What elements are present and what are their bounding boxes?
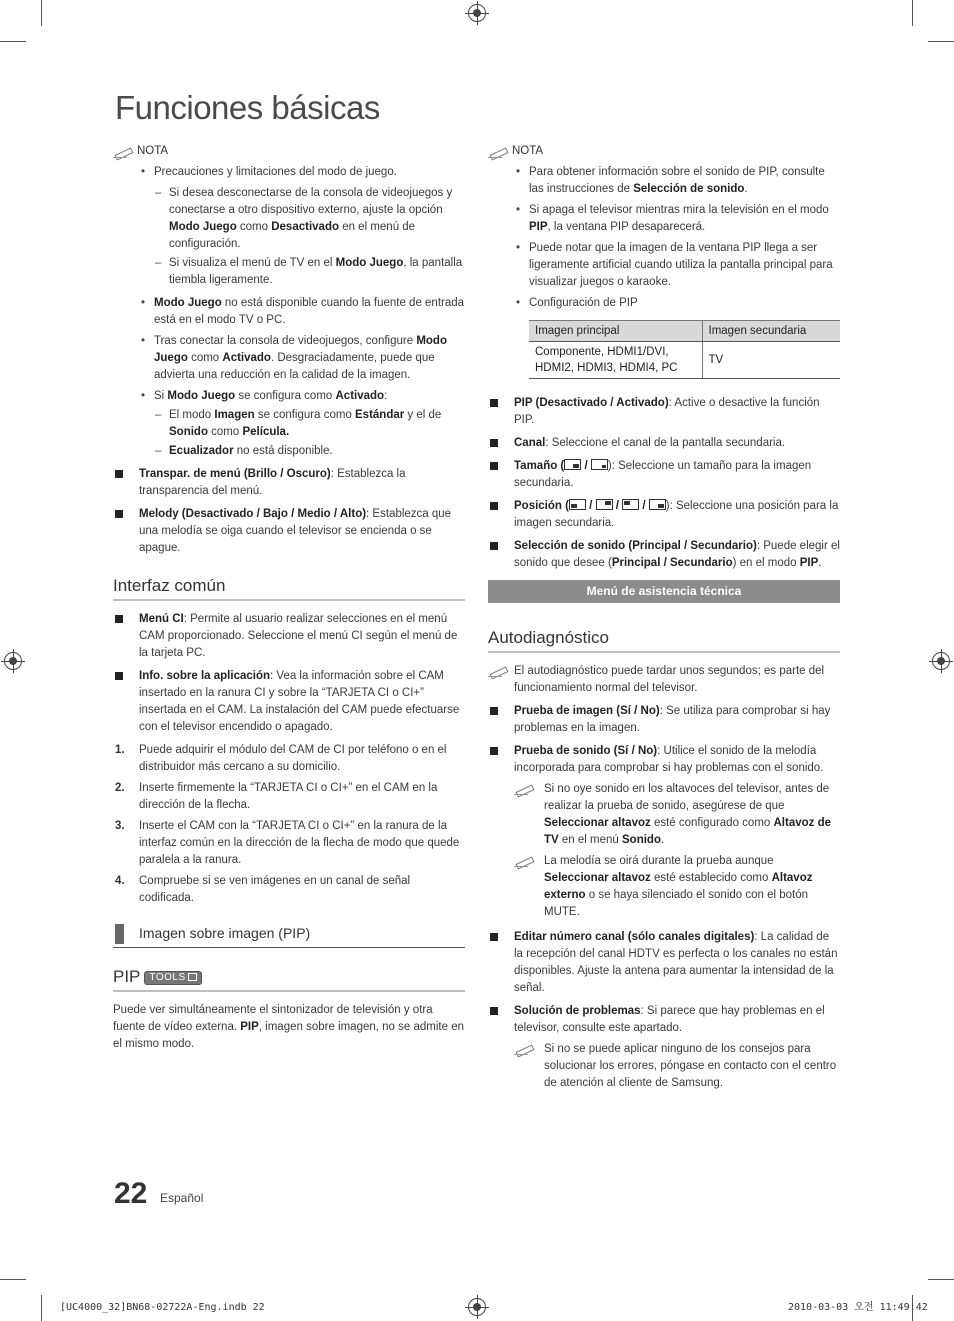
note-item: • Puede notar que la imagen de la ventana PIP llega a ser ligeramente artificial cuando utiliza la pantalla principal para visualizar juegos o karaoke. [488, 240, 840, 291]
crop-mark [912, 0, 913, 26]
menu-transparency-item: Transpar. de menú (Brillo / Oscuro): Establezca la transparencia del menú. [113, 466, 465, 500]
app-info-item: Info. sobre la aplicación: Vea la información sobre el CAM insertado en la ranura CI y sobre la “TARJETA CI o CI+” insertada en el CAM. La instalación del CAM puede efectuarse con el televisor encendido o apagado. [113, 668, 465, 736]
pencil-icon [488, 665, 506, 677]
table-cell: TV [702, 342, 840, 379]
size-large-icon [564, 459, 581, 470]
crop-mark [0, 1279, 26, 1280]
footer-file-info: [UC4000_32]BN68-02722A-Eng.indb 22 [60, 1302, 265, 1313]
registration-mark-icon [468, 4, 486, 22]
pip-channel-item: Canal: Seleccione el canal de la pantalla secundaria. [488, 435, 840, 452]
troubleshooting-item: Solución de problemas: Si parece que hay problemas en el televisor, consulte este apartado. [488, 1003, 840, 1037]
pip-description: Puede ver simultáneamente el sintonizador de televisión y otra fuente de vídeo externa. PIP, imagen sobre imagen, no se admite en el mismo modo. [113, 1004, 464, 1050]
pencil-icon [488, 146, 506, 158]
crop-mark [0, 41, 26, 42]
note-item: El autodiagnóstico puede tardar unos segundos; es parte del funcionamiento normal del televisor. [488, 663, 840, 697]
note-item: • Si Modo Juego se configura como Activado: [113, 388, 465, 405]
step-item: 2. Inserte firmemente la “TARJETA CI o CI+” en el CAM en la dirección de la flecha. [115, 782, 438, 811]
note-item: • Si apaga el televisor mientras mira la televisión en el modo PIP, la ventana PIP desaparecerá. [488, 202, 840, 236]
note-subitem: – Ecualizador no está disponible. [113, 443, 465, 460]
note-subitem: – El modo Imagen se configura como Estándar y el de Sonido como Película. [113, 407, 465, 441]
position-top-right-icon [596, 499, 613, 510]
table-header: Imagen principal [529, 321, 702, 342]
pencil-icon [514, 855, 532, 867]
step-item: 4. Compruebe si se ven imágenes en un canal de señal codificada. [115, 875, 411, 904]
size-small-icon [591, 459, 608, 470]
position-bottom-right-icon [649, 499, 666, 510]
left-column [113, 143, 465, 1059]
pip-config-table [529, 320, 840, 379]
crop-mark [928, 1279, 954, 1280]
pip-sound-item: Selección de sonido (Principal / Secundario): Puede elegir el sonido que desee (Principal / Secundario) en el modo PIP. [488, 538, 840, 572]
crop-mark [928, 41, 954, 42]
tools-badge: TOOLS [144, 971, 201, 985]
page-language: Español [160, 1191, 204, 1205]
registration-mark-icon [468, 1298, 486, 1316]
menu-ci-item: Menú CI: Permite al usuario realizar selecciones en el menú CAM proporcionado. Seleccione el menú CI según el menú de la tarjeta PC. [113, 611, 465, 662]
note-subitem: – Si desea desconectarse de la consola de videojuegos y conectarse a otro dispositivo externo, ajuste la opción Modo Juego como Desactivado en el menú de configuración. [113, 185, 465, 253]
section-heading-pip: Imagen sobre imagen (PIP) [113, 923, 465, 948]
note-subitem: – Si visualiza el menú de TV en el Modo Juego, la pantalla tiembla ligeramente. [113, 255, 465, 289]
page-title: Funciones básicas [115, 89, 380, 126]
note-label: NOTA [512, 145, 544, 157]
edit-channel-number-item: Editar número canal (sólo canales digitales): La calidad de la recepción del canal HDTV es perfecta o los canales no están disponibles. Ajuste la antena para aumentar la intensidad de la señal. [488, 929, 840, 997]
step-item: 1. Puede adquirir el módulo del CAM de CI por teléfono o en el distribuidor más cercano a su domicilio. [115, 744, 447, 773]
menu-melody-item: Melody (Desactivado / Bajo / Medio / Alto): Establezca que una melodía se oiga cuando el televisor se encienda o se apague. [113, 506, 465, 557]
crop-mark [41, 1295, 42, 1321]
sound-test-note: La melodía se oirá durante la prueba aunque Seleccionar altavoz esté establecido como Altavoz externo o se haya silenciado el sonido con el botón MUTE. [488, 853, 840, 921]
sound-test-note: Si no oye sonido en los altavoces del televisor, antes de realizar la prueba de sonido, asegúrese de que Seleccionar altavoz esté configurado como Altavoz de TV en el menú Sonido. [488, 781, 840, 849]
table-cell: Componente, HDMI1/DVI, HDMI2, HDMI3, HDMI4, PC [529, 342, 702, 379]
tools-icon [188, 973, 197, 981]
registration-mark-icon [4, 652, 22, 670]
table-header: Imagen secundaria [702, 321, 840, 342]
footer-date-info: 2010-03-03 오전 11:49:42 [788, 1302, 928, 1313]
note-item: • Configuración de PIP [488, 295, 840, 312]
picture-test-item: Prueba de imagen (Sí / No): Se utiliza para comprobar si hay problemas en la imagen. [488, 703, 840, 737]
table-header-row [529, 321, 840, 342]
pip-toggle-item: PIP (Desactivado / Activado): Active o desactive la función PIP. [488, 395, 840, 429]
subsection-heading-pip: PIP TOOLS [113, 966, 465, 992]
sound-test-item: Prueba de sonido (Sí / No): Utilice el sonido de la melodía incorporada para comprobar si hay problemas con el sonido. [488, 743, 840, 777]
right-column [488, 143, 840, 1096]
position-top-left-icon [622, 499, 639, 510]
pip-size-item: Tamaño ( / ): Seleccione un tamaño para la imagen secundaria. [488, 458, 840, 492]
registration-mark-icon [932, 652, 950, 670]
position-bottom-left-icon [569, 499, 586, 510]
note-header [488, 143, 840, 160]
section-heading-common-interface: Interfaz común [113, 575, 465, 601]
note-header [113, 143, 465, 160]
step-item: 3. Inserte el CAM con la “TARJETA CI o CI+” en la ranura de la interfaz común en la dirección de la flecha de modo que quede paralela a la ranura. [115, 820, 460, 866]
section-heading-self-diagnosis: Autodiagnóstico [488, 627, 840, 653]
note-item: • Modo Juego no está disponible cuando la fuente de entrada está en el modo TV o PC. [113, 295, 465, 329]
support-menu-banner: Menú de asistencia técnica [488, 580, 840, 603]
troubleshooting-note: Si no se puede aplicar ninguno de los consejos para solucionar los errores, póngase en contacto con el centro de atención al cliente de Samsung. [488, 1041, 840, 1092]
note-item: • Precauciones y limitaciones del modo de juego. [113, 164, 465, 181]
note-item: • Para obtener información sobre el sonido de PIP, consulte las instrucciones de Selección de sonido. [488, 164, 840, 198]
pip-position-item: Posición ( / / / ): Seleccione una posición para la imagen secundaria. [488, 498, 840, 532]
page-number: 22 [114, 1177, 148, 1210]
table-row [529, 342, 840, 379]
pencil-icon [514, 783, 532, 795]
pencil-icon [514, 1043, 532, 1055]
pencil-icon [113, 146, 131, 158]
note-item: • Tras conectar la consola de videojuegos, configure Modo Juego como Activado. Desgraciadamente, puede que advierta una reducción en la calidad de la imagen. [113, 333, 465, 384]
crop-mark [41, 0, 42, 26]
note-label: NOTA [137, 145, 169, 157]
